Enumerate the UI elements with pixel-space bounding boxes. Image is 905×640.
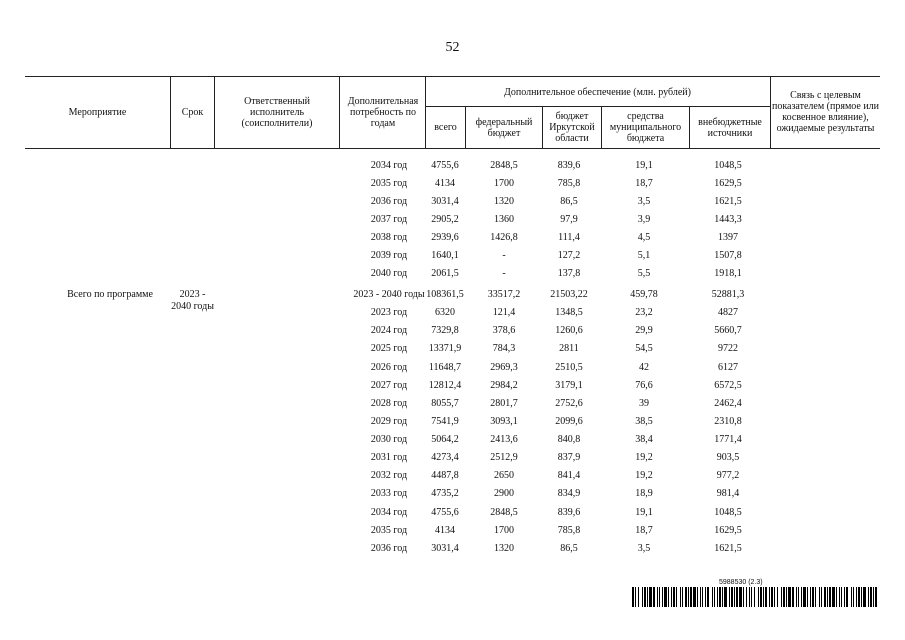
cell-regional: 837,9 [557,452,581,463]
cell-federal: 1360 [494,214,514,225]
cell-year: 2032 год [370,470,408,481]
table-row [0,525,905,543]
table-row [0,178,905,196]
cell-total: 4487,8 [431,470,459,481]
cell-total: 4134 [435,178,455,189]
cell-total: 11648,7 [428,362,462,373]
cell-total: 8055,7 [431,398,459,409]
cell-extrabudget: 1048,5 [714,507,742,518]
cell-federal: 2848,5 [490,507,518,518]
cell-total: 4273,4 [431,452,459,463]
header-municipal: средства муниципального бюджета [609,111,682,144]
barcode-stripe [877,587,878,607]
cell-year: 2035 год [370,178,408,189]
cell-regional: 840,8 [557,434,581,445]
cell-federal: 1320 [494,543,514,554]
cell-total: 1640,1 [431,250,459,261]
table-row [0,507,905,525]
cell-extrabudget: 1621,5 [714,196,742,207]
cell-federal: 2413,6 [490,434,518,445]
cell-federal: 2848,5 [490,160,518,171]
cell-year: 2034 год [370,507,408,518]
cell-municipal: 18,9 [635,488,653,499]
cell-extrabudget: 981,4 [716,488,740,499]
cell-extrabudget: 5660,7 [714,325,742,336]
cell-municipal: 3,5 [637,196,651,207]
cell-municipal: 18,7 [635,525,653,536]
cell-regional: 3179,1 [555,380,583,391]
cell-regional: 97,9 [560,214,578,225]
page-number: 52 [445,40,460,55]
cell-year: 2028 год [370,398,408,409]
cell-total: 3031,4 [431,196,459,207]
cell-municipal: 5,5 [637,268,651,279]
table-row [0,362,905,380]
cell-regional: 111,4 [558,232,580,243]
cell-total: 4735,2 [431,488,459,499]
cell-year: 2024 год [370,325,408,336]
cell-extrabudget: 1507,8 [714,250,742,261]
cell-year: 2034 год [370,160,408,171]
cell-total: 2061,5 [431,268,459,279]
cell-total: 13371,9 [428,343,462,354]
table-row [0,232,905,250]
cell-federal: 2900 [494,488,514,499]
table-row [0,488,905,506]
cell-year: 2030 год [370,434,408,445]
cell-regional: 839,6 [557,507,581,518]
cell-extrabudget: 1048,5 [714,160,742,171]
cell-federal: - [502,250,506,261]
cell-regional: 86,5 [560,196,578,207]
cell-municipal: 54,5 [635,343,653,354]
header-extrabudget: внебюджетные источники [698,116,762,139]
cell-municipal: 76,6 [635,380,653,391]
table-row [0,268,905,286]
cell-extrabudget: 1397 [718,232,738,243]
measure-label: Всего по программе [67,289,153,300]
cell-regional: 2510,5 [555,362,583,373]
cell-extrabudget: 1629,5 [714,178,742,189]
cell-municipal: 38,4 [635,434,653,445]
header-total: всего [434,122,457,133]
cell-federal: 378,6 [492,325,516,336]
term-value: 2023 - 2040 годы [171,289,214,312]
cell-extrabudget: 2310,8 [714,416,742,427]
cell-total: 4755,6 [431,160,459,171]
cell-total: 7541,9 [431,416,459,427]
cell-federal: 121,4 [492,307,516,318]
cell-extrabudget: 1629,5 [714,525,742,536]
cell-federal: 3093,1 [490,416,518,427]
cell-extrabudget: 4827 [718,307,738,318]
cell-year: 2023 - 2040 годы [353,289,425,300]
header-need: Дополнительная потребность по годам [347,95,419,129]
cell-federal: 2801,7 [490,398,518,409]
table-header [25,76,880,149]
cell-federal: 1320 [494,196,514,207]
cell-municipal: 19,2 [635,470,653,481]
cell-federal: 2650 [494,470,514,481]
cell-total: 2905,2 [431,214,459,225]
cell-regional: 2811 [559,343,579,354]
table-row [0,325,905,343]
cell-year: 2033 год [370,488,408,499]
cell-year: 2023 год [370,307,408,318]
cell-extrabudget: 6127 [718,362,738,373]
cell-total: 6320 [435,307,455,318]
header-term: Срок [181,106,204,118]
cell-extrabudget: 9722 [718,343,738,354]
cell-year: 2039 год [370,250,408,261]
barcode-image [632,587,880,607]
cell-regional: 841,4 [557,470,581,481]
cell-total: 4134 [435,525,455,536]
table-row [0,470,905,488]
table-row [0,307,905,325]
cell-year: 2037 год [370,214,408,225]
table-row [0,416,905,434]
cell-regional: 785,8 [557,525,581,536]
cell-municipal: 4,5 [637,232,651,243]
cell-federal: 784,3 [492,343,516,354]
cell-year: 2036 год [370,196,408,207]
table-row [0,160,905,178]
cell-extrabudget: 1771,4 [714,434,742,445]
cell-year: 2036 год [370,543,408,554]
header-link: Связь с целевым показателем (прямое или косвенное влияние), ожидаемые результаты [771,90,880,134]
cell-municipal: 23,2 [635,307,653,318]
cell-year: 2040 год [370,268,408,279]
cell-municipal: 18,7 [635,178,653,189]
table-row [0,196,905,214]
cell-municipal: 38,5 [635,416,653,427]
cell-federal: 2969,3 [490,362,518,373]
cell-year: 2025 год [370,343,408,354]
cell-regional: 839,6 [557,160,581,171]
cell-regional: 785,8 [557,178,581,189]
cell-regional: 86,5 [560,543,578,554]
cell-total: 108361,5 [426,289,464,300]
cell-federal: 2984,2 [490,380,518,391]
cell-municipal: 39 [639,398,649,409]
cell-total: 2939,6 [431,232,459,243]
cell-municipal: 19,1 [635,507,653,518]
header-measure: Мероприятие [68,106,127,118]
cell-municipal: 19,1 [635,160,653,171]
table-row [0,250,905,268]
cell-total: 4755,6 [431,507,459,518]
cell-municipal: 3,9 [637,214,651,225]
cell-federal: 1700 [494,178,514,189]
cell-municipal: 29,9 [635,325,653,336]
table-row [0,398,905,416]
barcode-number: 5988530 (2.3) [719,579,763,586]
cell-extrabudget: 1443,3 [714,214,742,225]
cell-extrabudget: 6572,5 [714,380,742,391]
cell-municipal: 42 [639,362,649,373]
table-row [0,434,905,452]
cell-extrabudget: 1621,5 [714,543,742,554]
cell-total: 5064,2 [431,434,459,445]
cell-regional: 1348,5 [555,307,583,318]
cell-regional: 2099,6 [555,416,583,427]
cell-total: 12812,4 [428,380,462,391]
table-row [0,543,905,561]
cell-federal: 1426,8 [490,232,518,243]
cell-year: 2038 год [370,232,408,243]
cell-total: 3031,4 [431,543,459,554]
header-executor: Ответственный исполнитель (соисполнители) [241,95,313,129]
cell-municipal: 5,1 [637,250,651,261]
cell-regional: 137,8 [557,268,581,279]
cell-total: 7329,8 [431,325,459,336]
cell-year: 2029 год [370,416,408,427]
table-row [0,214,905,232]
table-row [0,452,905,470]
cell-regional: 127,2 [557,250,581,261]
cell-extrabudget: 903,5 [716,452,740,463]
cell-federal: - [502,268,506,279]
header-funding-group: Дополнительное обеспечение (млн. рублей) [504,86,691,98]
cell-year: 2027 год [370,380,408,391]
cell-extrabudget: 1918,1 [714,268,742,279]
table-row [0,380,905,398]
cell-extrabudget: 52881,3 [711,289,745,300]
cell-federal: 2512,9 [490,452,518,463]
cell-municipal: 19,2 [635,452,653,463]
cell-extrabudget: 977,2 [716,470,740,481]
cell-regional: 21503,22 [550,289,588,300]
cell-federal: 33517,2 [487,289,521,300]
cell-regional: 834,9 [557,488,581,499]
cell-federal: 1700 [494,525,514,536]
header-federal: федеральный бюджет [475,116,533,139]
cell-regional: 1260,6 [555,325,583,336]
cell-municipal: 3,5 [637,543,651,554]
cell-year: 2031 год [370,452,408,463]
header-regional: бюджет Иркутской области [549,111,595,144]
cell-year: 2035 год [370,525,408,536]
table-row [0,289,905,307]
cell-municipal: 459,78 [630,289,658,300]
cell-regional: 2752,6 [555,398,583,409]
cell-extrabudget: 2462,4 [714,398,742,409]
cell-year: 2026 год [370,362,408,373]
table-row [0,343,905,361]
